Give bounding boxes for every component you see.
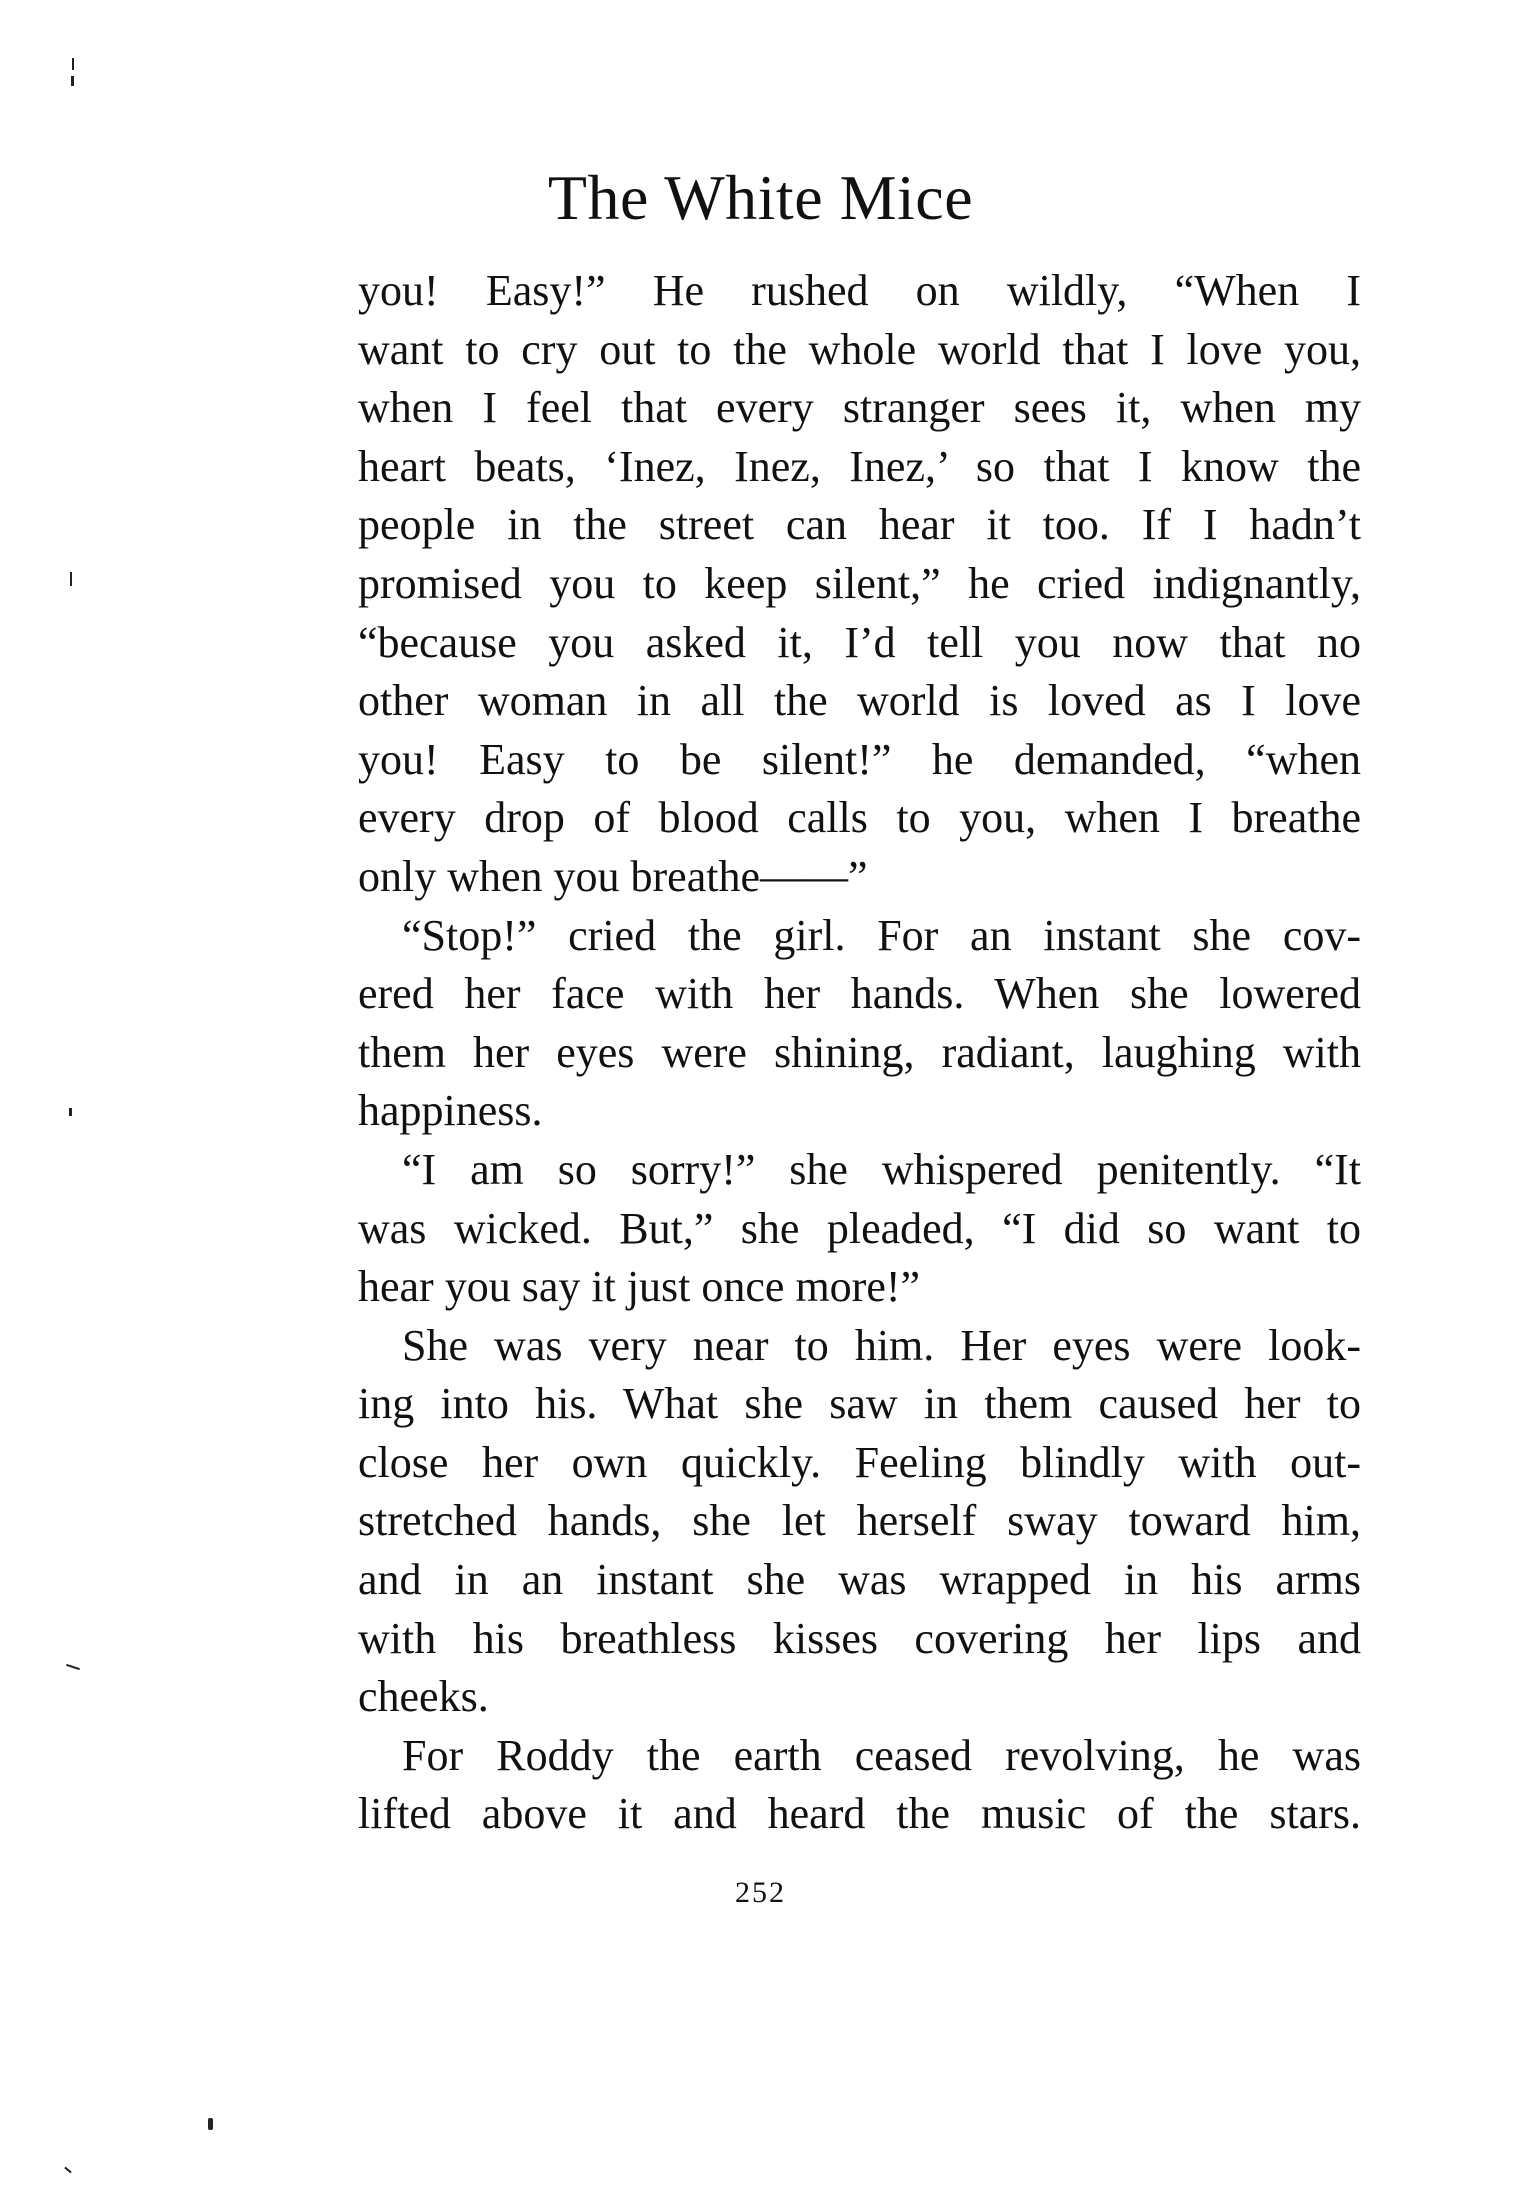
text-line: promised you to keep silent,” he cried indignantly, xyxy=(358,558,1361,608)
text-line: lifted above it and heard the music of the stars. xyxy=(358,1789,1361,1839)
text-line: people in the street can hear it too. If I hadn’t xyxy=(358,500,1361,550)
text-line: hear you say it just once more!” xyxy=(358,1262,921,1312)
text-line: you! Easy to be silent!” he demanded, “when xyxy=(358,734,1361,784)
scan-speck xyxy=(66,1664,80,1670)
text-line: “because you asked it, I’d tell you now that no xyxy=(358,617,1361,667)
text-line: want to cry out to the whole world that I love you, xyxy=(358,324,1361,374)
text-line: with his breathless kisses covering her lips and xyxy=(358,1613,1361,1663)
page-number: 252 xyxy=(735,1876,786,1909)
scan-speck xyxy=(71,76,74,86)
text-line: stretched hands, she let herself sway toward him, xyxy=(358,1496,1361,1546)
text-line: “I am so sorry!” she whispered penitently. “It xyxy=(402,1144,1361,1194)
scan-speck xyxy=(208,2118,213,2130)
text-line: “Stop!” cried the girl. For an instant she cov- xyxy=(402,910,1361,960)
text-line: ing into his. What she saw in them caused her to xyxy=(358,1379,1361,1429)
text-line: was wicked. But,” she pleaded, “I did so want to xyxy=(358,1203,1361,1253)
text-line: every drop of blood calls to you, when I breathe xyxy=(358,793,1361,843)
text-line: other woman in all the world is loved as I love xyxy=(358,676,1361,726)
text-line: She was very near to him. Her eyes were look- xyxy=(402,1320,1361,1370)
text-line: you! Easy!” He rushed on wildly, “When I xyxy=(358,266,1361,315)
scan-speck xyxy=(69,1108,72,1116)
scan-speck xyxy=(70,572,72,586)
text-line: cheeks. xyxy=(358,1672,489,1722)
text-line: heart beats, ‘Inez, Inez, Inez,’ so that I know the xyxy=(358,441,1361,491)
scan-speck xyxy=(64,2167,71,2174)
text-line: For Roddy the earth ceased revolving, he was xyxy=(402,1730,1361,1780)
running-head: The White Mice xyxy=(547,162,974,233)
text-line: and in an instant she was wrapped in his arms xyxy=(358,1555,1361,1605)
text-line: when I feel that every stranger sees it, when my xyxy=(358,383,1361,433)
scan-speck xyxy=(72,58,74,70)
text-line: close her own quickly. Feeling blindly with out- xyxy=(358,1437,1361,1487)
text-line: only when you breathe——” xyxy=(358,851,868,901)
text-line: happiness. xyxy=(358,1086,543,1136)
text-line: them her eyes were shining, radiant, laughing with xyxy=(358,1027,1361,1077)
text-line: ered her face with her hands. When she lowered xyxy=(358,969,1361,1019)
body-text xyxy=(358,262,1361,1844)
